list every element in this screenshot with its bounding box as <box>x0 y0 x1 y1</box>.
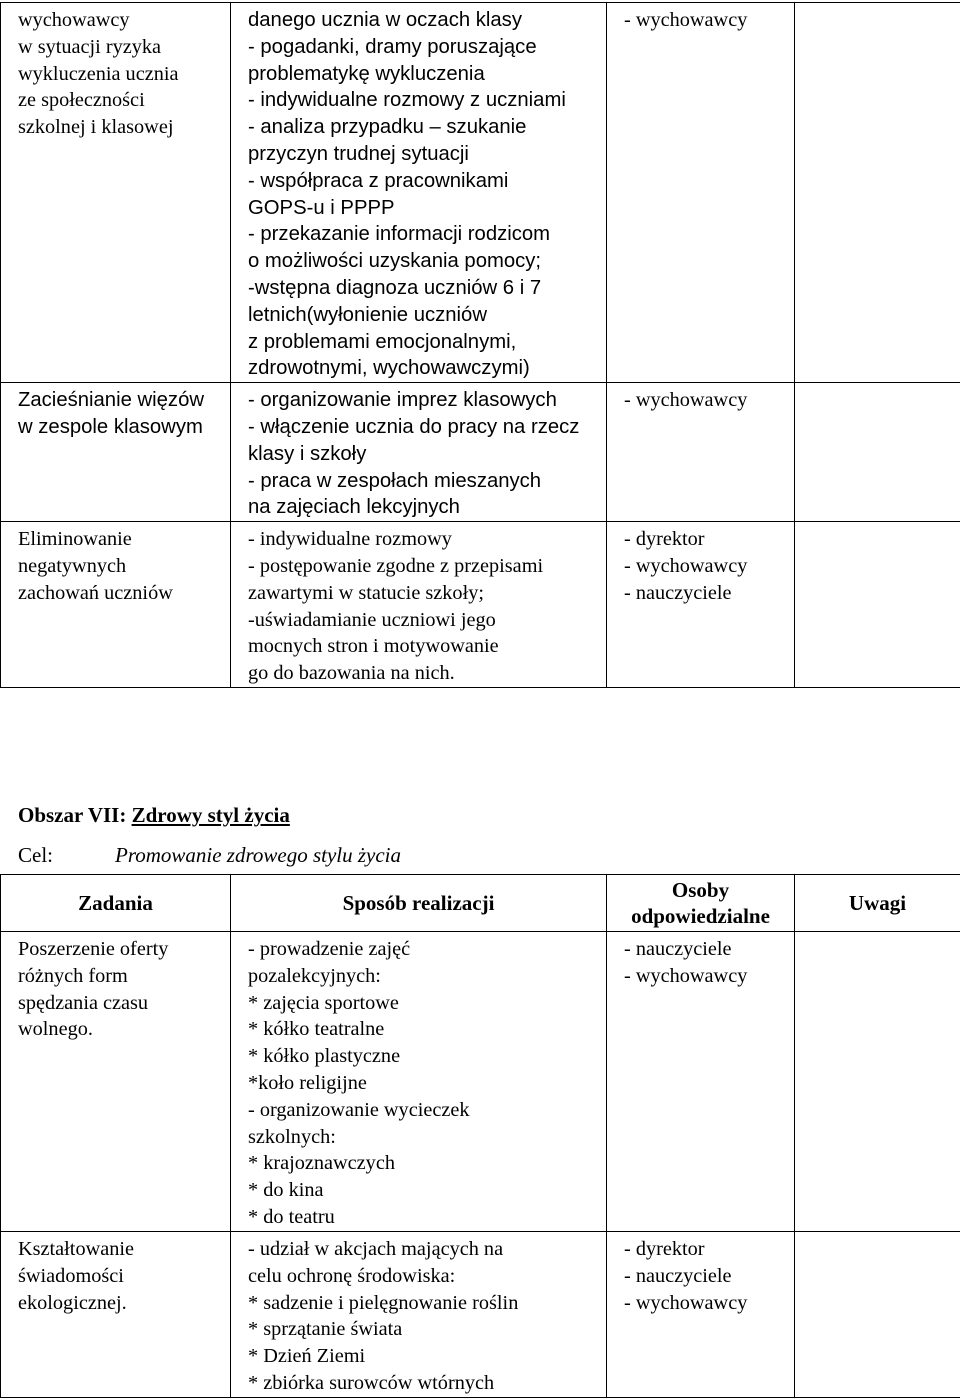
activities-table-top <box>0 2 960 688</box>
notes-cell <box>795 383 960 522</box>
task-cell: Eliminowanie negatywnych zachowań uczniów <box>1 522 231 688</box>
header-tasks: Zadania <box>1 875 231 932</box>
responsible-cell: - dyrektor - wychowawcy - nauczyciele <box>607 522 795 688</box>
method-cell: danego ucznia w oczach klasy - pogadanki, dramy poruszające problematykę wykluczenia - indywidualne rozmowy z uczniami - analiza przypadku – szukanie przyczyn trudnej sytuacji - współpraca z pracownikami GOPS-u i PPPP - przekazanie informacji rodzicom o możliwości uzyskania pomocy; -wstępna diagnoza uczniów 6 i 7 letnich(wyłonienie uczniów z problemami emocjonalnymi, zdrowotnymi, wychowawczymi) <box>231 3 607 383</box>
section-prefix: Obszar VII: <box>18 803 132 827</box>
section-title: Zdrowy styl życia <box>132 803 290 827</box>
table-row <box>1 522 960 688</box>
notes-cell <box>795 1232 960 1398</box>
method-cell: - prowadzenie zajęć pozalekcyjnych: * zajęcia sportowe * kółko teatralne * kółko plastyczne *koło religijne - organizowanie wycieczek szkolnych: * krajoznawczych * do kina * do teatru <box>231 932 607 1232</box>
responsible-cell: - nauczyciele - wychowawcy <box>607 932 795 1232</box>
task-cell: Zacieśnianie więzów w zespole klasowym <box>1 383 231 522</box>
header-method: Sposób realizacji <box>231 875 607 932</box>
goal-text: Promowanie zdrowego stylu życia <box>115 843 401 867</box>
method-cell: - indywidualne rozmowy - postępowanie zgodne z przepisami zawartymi w statucie szkoły; -uświadamianie uczniowi jego mocnych stron i motywowanie go do bazowania na nich. <box>231 522 607 688</box>
header-responsible: Osoby odpowiedzialne <box>607 875 795 932</box>
goal-row <box>18 843 401 868</box>
section-heading <box>18 803 290 828</box>
task-cell: Poszerzenie oferty różnych form spędzania czasu wolnego. <box>1 932 231 1232</box>
notes-cell <box>795 932 960 1232</box>
table-row <box>1 383 960 522</box>
method-cell: - organizowanie imprez klasowych - włączenie ucznia do pracy na rzecz klasy i szkoły - praca w zespołach mieszanych na zajęciach lekcyjnych <box>231 383 607 522</box>
responsible-cell: - wychowawcy <box>607 383 795 522</box>
activities-table-bottom <box>0 874 960 1398</box>
task-cell: wychowawcy w sytuacji ryzyka wykluczenia ucznia ze społeczności szkolnej i klasowej <box>1 3 231 383</box>
goal-label: Cel: <box>18 843 53 867</box>
table-header-row <box>1 875 960 932</box>
method-cell: - udział w akcjach mających na celu ochronę środowiska: * sadzenie i pielęgnowanie roślin * sprzątanie świata * Dzień Ziemi * zbiórka surowców wtórnych <box>231 1232 607 1398</box>
notes-cell <box>795 522 960 688</box>
task-cell: Kształtowanie świadomości ekologicznej. <box>1 1232 231 1398</box>
responsible-cell: - wychowawcy <box>607 3 795 383</box>
table-row <box>1 1232 960 1398</box>
notes-cell <box>795 3 960 383</box>
header-notes: Uwagi <box>795 875 960 932</box>
table-row <box>1 3 960 383</box>
table-row <box>1 932 960 1232</box>
responsible-cell: - dyrektor - nauczyciele - wychowawcy <box>607 1232 795 1398</box>
